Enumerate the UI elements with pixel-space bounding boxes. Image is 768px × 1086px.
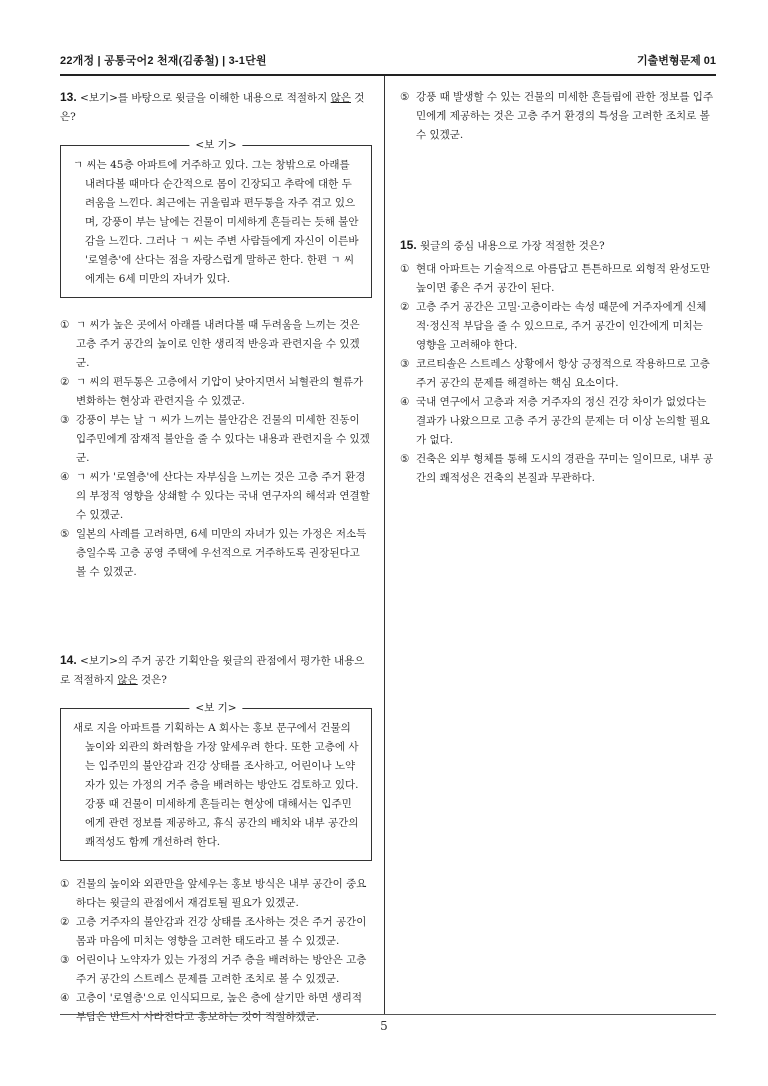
question-14-stem-underline: 않은 [117,674,138,686]
question-13-stem-text: <보기>를 바탕으로 윗글을 이해한 내용으로 적절하지 [80,92,331,104]
footer-rule [60,1014,716,1015]
choice-text: ㄱ 씨가 높은 곳에서 아래를 내려다볼 때 두려움을 느끼는 것은 고층 주거 공간의 높이로 인한 생리적 반응과 관련지을 수 있겠군. [76,319,360,369]
question-15 [400,236,716,488]
page-number: 5 [380,1019,388,1033]
choice-2[interactable] [400,298,716,355]
choice-mark: ② [60,916,70,928]
choice-1[interactable] [60,875,372,913]
choice-mark: ③ [400,358,410,370]
choice-mark: ① [400,263,410,275]
example-box-text: ㄱ 씨는 45층 아파트에 거주하고 있다. 그는 창밖으로 아래를 내려다볼 때마다 순간적으로 몸이 긴장되고 추락에 대한 두려움을 느낀다. 최근에는 귀울림과 편두통을 자주 겪고 있으며, 강풍이 부는 날에는 건물이 미세하게 흔들리는 듯해 불안감을 느낀다. 그러나 ㄱ 씨는 주변 사람들에게 자신이 이른바 '로열층'에 산다는 점을 자랑스럽게 말하곤 한다. 한편 ㄱ 씨에게는 6세 미만의 자녀가 있다. [73,159,359,285]
choice-text: ㄱ 씨의 편두통은 고층에서 기압이 낮아지면서 뇌혈관의 혈류가 변화하는 현상과 관련지을 수 있겠군. [76,376,364,407]
column-divider [384,76,385,1014]
choice-text: 고층 거주자의 불안감과 건강 상태를 조사하는 것은 주거 공간이 몸과 마음에 미치는 영향을 고려한 태도라고 볼 수 있겠군. [76,916,367,947]
choice-5[interactable] [400,88,716,145]
choice-text: 강풍이 부는 날 ㄱ 씨가 느끼는 불안감은 건물의 미세한 진동이 입주민에게 잠재적 불안을 줄 수 있다는 내용과 관련지을 수 있겠군. [76,414,370,464]
question-13-stem [60,88,372,127]
question-13-stem-underline: 않은 [330,92,351,104]
choice-text: 국내 연구에서 고층과 저층 거주자의 정신 건강 차이가 없었다는 결과가 나왔으므로 고층 주거 공간의 문제는 더 이상 논의할 필요가 없다. [416,396,710,446]
choice-2[interactable] [60,913,372,951]
choice-text: 건물의 높이와 외관만을 앞세우는 홍보 방식은 내부 공간이 중요하다는 윗글의 관점에서 재검토될 필요가 있겠군. [76,878,367,909]
question-13 [60,88,372,582]
question-13-stem-end: 것은? [60,92,365,123]
example-box-text: 새로 지을 아파트를 기획하는 A 회사는 홍보 문구에서 건물의 높이와 외관의 화려함을 가장 앞세우려 한다. 또한 고층에 사는 입주민의 불안감과 건강 상태를 조사하고, 어린이나 노약자가 있는 가정의 거주 층을 배려하는 방안도 검토하고 있다. 강풍 때 건물이 미세하게 흔들리는 현상에 대해서는 입주민에게 관련 정보를 제공하고, 휴식 공간의 배치와 내부 공간의 쾌적성도 함께 개선하려 한다. [73,722,359,848]
choice-text: 일본의 사례를 고려하면, 6세 미만의 자녀가 있는 가정은 저소득층일수록 고층 공영 주택에 우선적으로 거주하도록 권장된다고 볼 수 있겠군. [76,528,367,578]
question-14-stem-end: 것은? [137,674,167,686]
question-14-number: 14. [60,653,77,667]
question-13-choices [60,316,372,582]
choice-3[interactable] [400,355,716,393]
choice-mark: ⑤ [60,528,70,540]
choice-3[interactable] [60,411,372,468]
choice-2[interactable] [60,373,372,411]
example-box-label: <보 기> [189,136,242,155]
example-box-label: <보 기> [189,699,242,718]
question-14-example-box [60,702,372,861]
choice-mark: ⑤ [400,453,410,465]
header-title: 기출변형문제 01 [636,55,716,67]
choice-mark: ⑤ [400,91,410,103]
page-header [60,46,716,66]
choice-5[interactable] [60,525,372,582]
choice-text: 강풍 때 발생할 수 있는 건물의 미세한 흔들림에 관한 정보를 입주민에게 제공하는 것은 고층 주거 환경의 특성을 고려한 조치로 볼 수 있겠군. [416,91,714,141]
question-14-choices [60,875,372,1027]
choice-4[interactable] [60,468,372,525]
question-15-stem-text: 윗글의 중심 내용으로 가장 적절한 것은? [420,240,605,252]
choice-1[interactable] [400,260,716,298]
choice-mark: ④ [400,396,410,408]
choice-text: 고층이 '로열층'으로 인식되므로, 높은 층에 살기만 하면 생리적 부담은 반드시 사라진다고 홍보하는 것이 적절하겠군. [76,992,363,1023]
header-rule [60,74,716,76]
choice-mark: ④ [60,471,70,483]
choice-4[interactable] [400,393,716,450]
choice-mark: ③ [60,954,70,966]
choice-text: 고층 주거 공간은 고밀·고층이라는 속성 때문에 거주자에게 신체적·정신적 부담을 줄 수 있으므로, 주거 공간이 인간에게 미치는 영향을 고려해야 한다. [416,301,707,351]
choice-mark: ① [60,319,70,331]
question-15-number: 15. [400,238,417,252]
question-14-stem-text: <보기>의 주거 공간 기획안을 윗글의 관점에서 평가한 내용으로 적절하지 [60,655,365,686]
choice-text: 어린이나 노약자가 있는 가정의 거주 층을 배려하는 방안은 고층 주거 공간의 스트레스 문제를 고려한 조치로 볼 수 있겠군. [76,954,367,985]
choice-text: 코르티솔은 스트레스 상황에서 항상 긍정적으로 작용하므로 고층 주거 공간의 문제를 해결하는 핵심 요소이다. [416,358,710,389]
question-14-continued [400,88,716,145]
question-14 [60,651,372,1027]
question-14-stem [60,651,372,690]
question-15-choices [400,260,716,488]
choice-mark: ③ [60,414,70,426]
choice-1[interactable] [60,316,372,373]
header-source: 22개정 | 공통국어2 천재(김종철) | 3-1단원 [60,55,267,67]
choice-text: 현대 아파트는 기술적으로 아름답고 튼튼하므로 외형적 완성도만 높이면 좋은 주거 공간이 된다. [416,263,710,294]
choice-mark: ② [60,376,70,388]
question-13-number: 13. [60,90,77,104]
choice-mark: ④ [60,992,70,1004]
choice-text: ㄱ 씨가 '로열층'에 산다는 자부심을 느끼는 것은 고층 주거 환경의 부정적 영향을 상쇄할 수 있다는 국내 연구자의 해석과 연결할 수 있겠군. [76,471,370,521]
choice-text: 건축은 외부 형체를 통해 도시의 경관을 꾸미는 일이므로, 내부 공간의 쾌적성은 건축의 본질과 무관하다. [416,453,714,484]
choice-mark: ① [60,878,70,890]
choice-5[interactable] [400,450,716,488]
choice-3[interactable] [60,951,372,989]
question-13-example-box [60,139,372,298]
choice-mark: ② [400,301,410,313]
question-15-stem [400,236,716,256]
